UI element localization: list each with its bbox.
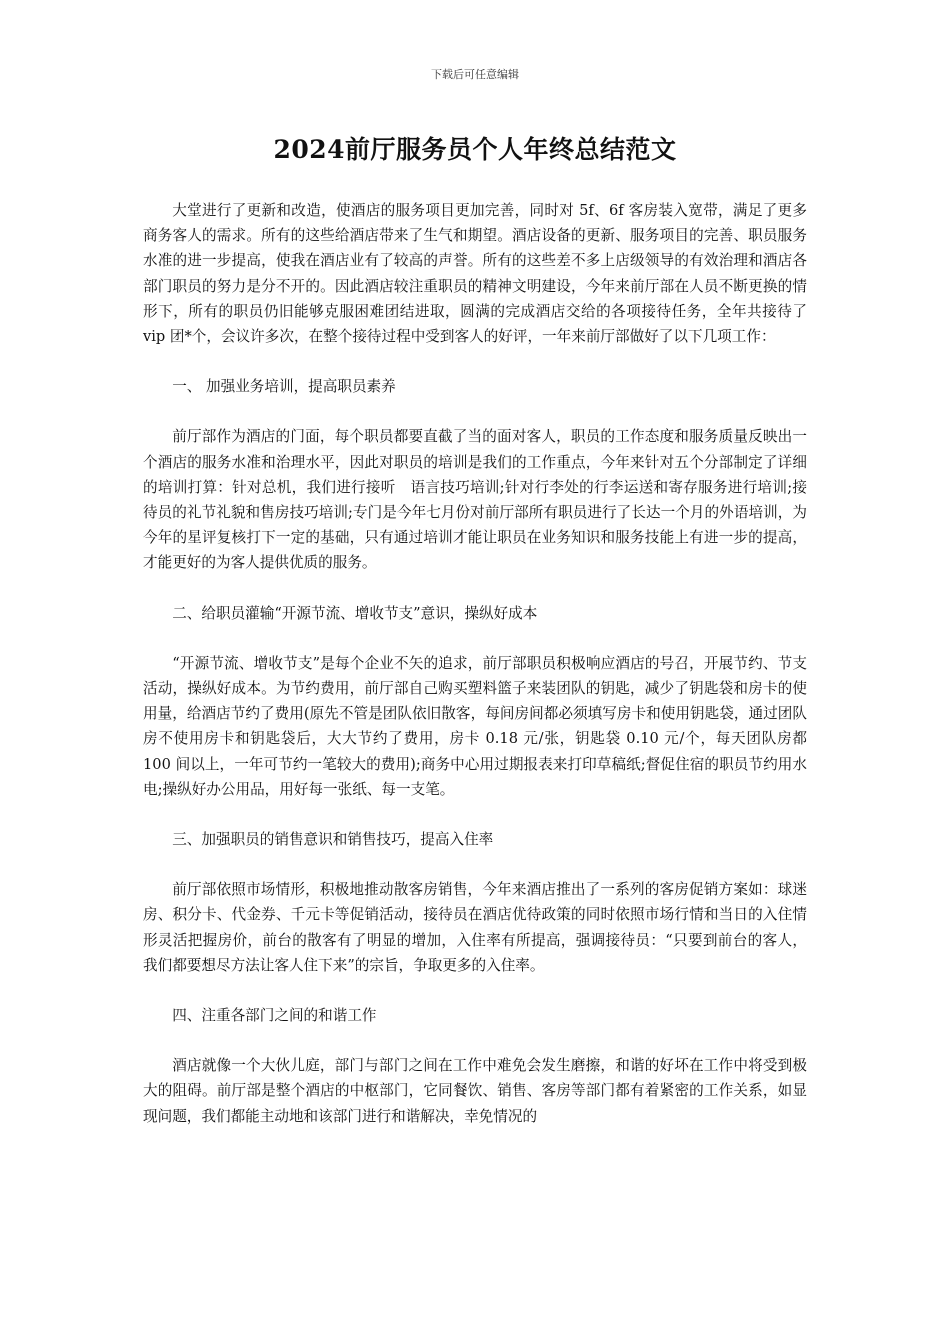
section-heading-1: 一、 加强业务培训，提高职员素养 <box>172 378 396 396</box>
intro-paragraph: 大堂进行了更新和改造，使酒店的服务项目更加完善，同时对 5f、6f 客房装入宽带，满足了更多商务客人的需求。所有的这些给酒店带来了生气和期望。酒店设备的更新、服务项目的完善、职员服务水准的进一步提高，使我在酒店业有了较高的声誉。所有的这些差不多上店级领导的有效治理和酒店各部门职员的努力是分不开的。因此酒店较注重职员的精神文明建设，今年来前厅部在人员不断更换的情形下，所有的职员仍旧能够克服困难团结进取，圆满的完成酒店交给的各项接待任务，全年共接待了 vip 团*个，会议许多次，在整个接待过程中受到客人的好评，一年来前厅部做好了以下几项工作： <box>143 202 807 346</box>
document-body <box>143 198 807 1154</box>
section-paragraph-4: 酒店就像一个大伙儿庭，部门与部门之间在工作中难免会发生磨擦，和谐的好坏在工作中将受到极大的阻碍。前厅部是整个酒店的中枢部门，它同餐饮、销售、客房等部门都有着紧密的工作关系，如显现问题，我们都能主动地和该部门进行和谐解决，幸免情况的 <box>143 1057 807 1125</box>
section-paragraph-1: 前厅部作为酒店的门面，每个职员都要直截了当的面对客人，职员的工作态度和服务质量反映出一个酒店的服务水准和治理水平，因此对职员的培训是我们的工作重点，今年来针对五个分部制定了详细的培训打算：针对总机，我们进行接听 语言技巧培训;针对行李处的行李运送和寄存服务进行培训;接待员的礼节礼貌和售房技巧培训;专门是今年七月份对前厅部所有职员进行了长达一个月的外语培训，为今年的星评复核打下一定的基础，只有通过培训才能让职员在业务知识和服务技能上有进一步的提高，才能更好的为客人提供优质的服务。 <box>143 428 807 572</box>
section-heading-2: 二、给职员灌输“开源节流、增收节支”意识，操纵好成本 <box>172 604 538 622</box>
document-title: 2024前厅服务员个人年终总结范文 <box>273 135 677 164</box>
section-heading-4: 四、注重各部门之间的和谐工作 <box>172 1007 377 1025</box>
section-paragraph-2: “开源节流、增收节支”是每个企业不矢的追求，前厅部职员积极响应酒店的号召，开展节约、节支活动，操纵好成本。为节约费用，前厅部自己购买塑料篮子来装团队的钥匙，减少了钥匙袋和房卡的使用量，给酒店节约了费用(原先不管是团队依旧散客，每间房间都必须填写房卡和使用钥匙袋，通过团队房不使用房卡和钥匙袋后，大大节约了费用，房卡 0.18 元/张，钥匙袋 0.10 元/个，每天团队房都 100 间以上，一年可节约一笔较大的费用);商务中心用过期报表来打印草稿纸;督促住宿的职员节约用水电;操纵好办公用品，用好每一张纸、每一支笔。 <box>143 654 807 798</box>
section-paragraph-3: 前厅部依照市场情形，积极地推动散客房销售，今年来酒店推出了一系列的客房促销方案如：球迷房、积分卡、代金券、千元卡等促销活动，接待员在酒店优待政策的同时依照市场行情和当日的入住情形灵活把握房价，前台的散客有了明显的增加，入住率有所提高，强调接待员：“只要到前台的客人，我们都要想尽方法让客人住下来”的宗旨，争取更多的入住率。 <box>143 881 807 974</box>
header-note: 下载后可任意编辑 <box>431 68 519 81</box>
section-heading-3: 三、加强职员的销售意识和销售技巧，提高入住率 <box>172 831 494 849</box>
